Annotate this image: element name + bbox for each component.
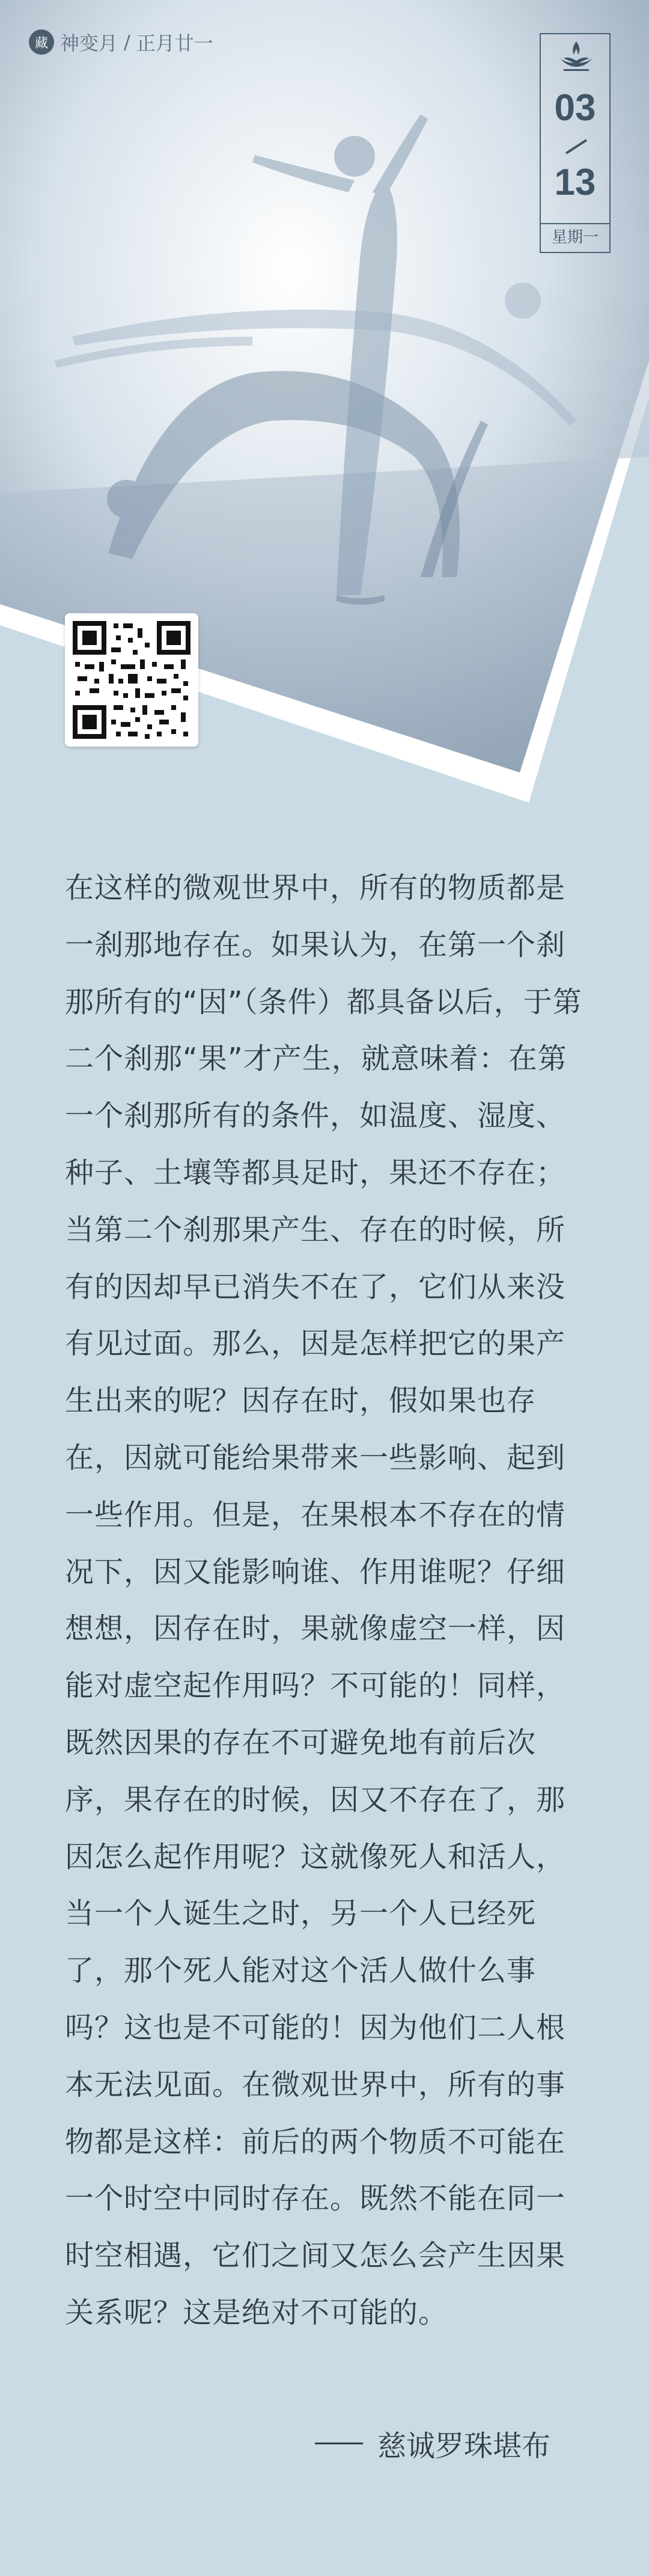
lotus-flame-icon [555, 40, 597, 73]
qr-code-icon [73, 621, 190, 739]
date-month: 03 [554, 87, 596, 129]
article-body: 在这样的微观世界中，所有的物质都是一刹那地存在。如果认为，在第一个刹那所有的“因”（条件）都具备以后，于第二个刹那“果”才产生，就意味着：在第一个刹那所有的条件，如温度、湿度、种子、土壤等都具足时，果还不存在；当第二个刹那果产生、存在的时候，所有的因却早已消失不在了，它们从来没有见过面。那么，因是怎样把它的果产生出来的呢？因存在时，假如果也存在，因就可能给果带来一些影响、起到一些作用。但是，在果根本不存在的情况下，因又能影响谁、作用谁呢？仔细想想，因存在时，果就像虚空一样，因能对虚空起作用吗？不可能的！同样，既然因果的存在不可避免地有前后次序，果存在的时候，因又不存在了，那因怎么起作用呢？这就像死人和活人，当一个人诞生之时，另一个人已经死了，那个死人能对这个活人做什么事吗？这也是不可能的！因为他们二人根本无法见面。在微观世界中，所有的事物都是这样：前后的两个物质不可能在一个时空中同时存在。既然不能在同一时空相遇，它们之间又怎么会产生因果关系呢？这是绝对不可能的。 [65, 871, 582, 2330]
qr-code[interactable] [65, 613, 198, 747]
weekday-label: 星期一 [540, 224, 611, 253]
header-separator: / [124, 31, 130, 54]
date-card [540, 33, 611, 224]
attribution-dash [315, 2443, 363, 2444]
app-name: 神变月 [60, 32, 118, 55]
attribution [315, 2423, 579, 2464]
date-day: 13 [554, 162, 596, 203]
brand-logo: 藏 [29, 29, 54, 55]
lunar-date: 正月廿一 [136, 32, 213, 55]
header [29, 27, 213, 57]
attribution-author: 慈诚罗珠堪布 [377, 2429, 551, 2463]
date-slash [561, 138, 591, 156]
